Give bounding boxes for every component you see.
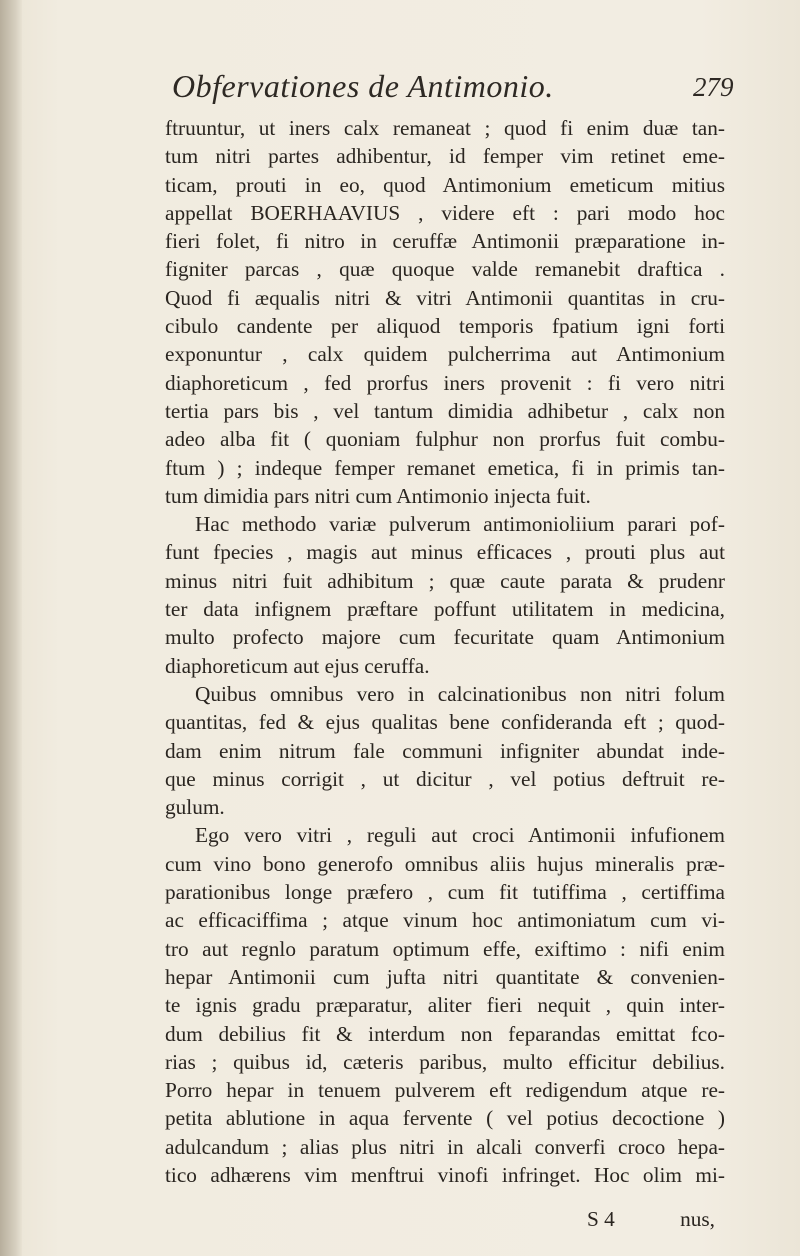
text-line: cibulo candente per aliquod temporis fpatium igni forti [165, 314, 725, 339]
text-line: Hac methodo variæ pulverum antimonioliium parari pof- [195, 512, 725, 537]
body-text [165, 114, 725, 1189]
text-line: multo profecto majore cum fecuritate quam Antimonium [165, 625, 725, 650]
text-line: rias ; quibus id, cæteris paribus, multo efficitur debilius. [165, 1049, 725, 1074]
text-line: ftruuntur, ut iners calx remaneat ; quod fi enim duæ tan- [165, 116, 725, 140]
text-line: cum vino bono generofo omnibus aliis hujus mineralis præ- [165, 851, 725, 876]
text-line: dum debilius fit & interdum non feparandas emittat fco- [165, 1021, 725, 1046]
text-line: Quod fi æqualis nitri & vitri Antimonii quantitas in cru- [165, 285, 725, 310]
text-line: figniter parcas , quæ quoque valde remanebit draftica . [165, 257, 725, 282]
text-line: Quibus omnibus vero in calcinationibus non nitri folum [195, 681, 725, 706]
text-line: ter data infignem præftare poffunt utilitatem in medicina, [165, 597, 725, 622]
text-line: petita ablutione in aqua fervente ( vel potius decoctione ) [165, 1106, 725, 1131]
text-line: diaphoreticum , fed prorfus iners provenit : fi vero nitri [165, 370, 725, 395]
text-line: quantitas, fed & ejus qualitas bene confideranda eft ; quod- [165, 710, 725, 735]
text-line: ac efficaciffima ; atque vinum hoc antimoniatum cum vi- [165, 908, 725, 933]
running-title: Obfervationes de Antimonio. [172, 68, 554, 104]
text-line: tico adhærens vim menftrui vinofi infringet. Hoc olim mi- [165, 1162, 725, 1187]
text-line: minus nitri fuit adhibitum ; quæ caute parata & prudenr [165, 568, 725, 593]
text-line: que minus corrigit , ut dicitur , vel potius deftruit re- [165, 766, 725, 791]
text-line: tro aut regnlo paratum optimum effe, exiftimo : nifi enim [165, 936, 725, 961]
text-line: exponuntur , calx quidem pulcherrima aut Antimonium [165, 342, 725, 367]
text-line: adulcandum ; alias plus nitri in alcali converfi croco hepa- [165, 1134, 725, 1159]
page-footer [165, 1207, 725, 1235]
page-header [0, 62, 800, 112]
text-line: ticam, prouti in eo, quod Antimonium emeticum mitius [165, 172, 725, 197]
text-line: adeo alba fit ( quoniam fulphur non prorfus fuit combu- [165, 427, 725, 452]
signature-mark: S 4 [587, 1207, 615, 1231]
text-line: Porro hepar in tenuem pulverem eft redigendum atque re- [165, 1078, 725, 1103]
text-line: te ignis gradu præparatur, aliter fieri nequit , quin inter- [165, 993, 725, 1018]
text-line: tum nitri partes adhibentur, id femper vim retinet eme- [165, 144, 725, 169]
text-line: hepar Antimonii cum jufta nitri quantitate & convenien- [165, 964, 725, 989]
text-line: funt fpecies , magis aut minus efficaces , prouti plus aut [165, 540, 725, 565]
page-number: 279 [693, 72, 734, 102]
text-line: Ego vero vitri , reguli aut croci Antimonii infufionem [195, 823, 725, 848]
text-line: fieri folet, fi nitro in ceruffæ Antimonii præparatione in- [165, 229, 725, 254]
text-line: parationibus longe præfero , cum fit tutiffima , certiffima [165, 880, 725, 905]
text-line: dam enim nitrum fale communi infigniter abundat inde- [165, 738, 725, 763]
text-line: tum dimidia pars nitri cum Antimonio injecta fuit. [165, 483, 591, 508]
binding-gutter [0, 0, 22, 1256]
catchword: nus, [680, 1207, 715, 1231]
text-line: appellat BOERHAAVIUS , videre eft : pari modo hoc [165, 200, 725, 225]
text-line: gulum. [165, 795, 225, 820]
text-line: ftum ) ; indeque femper remanet emetica, fi in primis tan- [165, 455, 725, 480]
text-line: diaphoreticum aut ejus ceruffa. [165, 653, 430, 678]
text-line: tertia pars bis , vel tantum dimidia adhibetur , calx non [165, 398, 725, 423]
